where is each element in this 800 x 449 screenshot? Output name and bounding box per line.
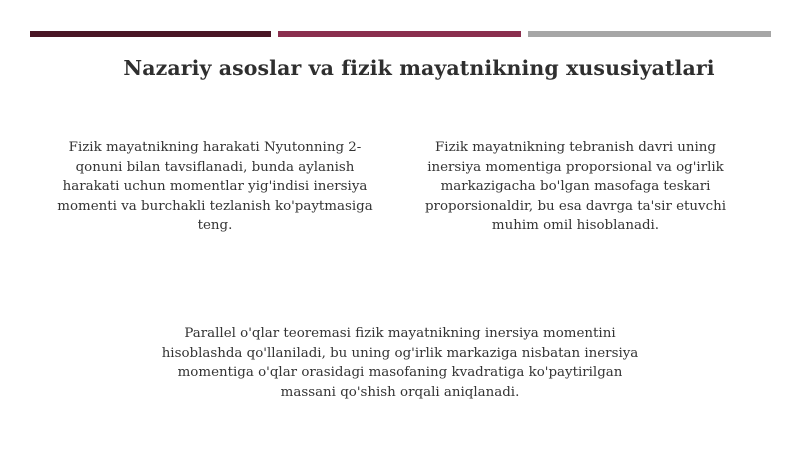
slide-title: Nazariy asoslar va fizik mayatnikning xususiyatlari (123, 56, 715, 80)
accent-bar-dark (30, 31, 271, 37)
paragraph-left: Fizik mayatnikning harakati Nyutonning 2-qonuni bilan tavsiflanadi, bunda aylanish harakati uchun momentlar yig'indisi inersiya momenti va burchakli tezlanish ko'paytmasiga teng. (57, 140, 373, 233)
paragraph-bottom: Parallel o'qlar teoremasi fizik mayatnikning inersiya momentini hisoblashda qo'llaniladi, bu uning og'irlik markaziga nisbatan inersiya momentiga o'qlar orasidagi masofaning kvadratiga ko'paytirilgan massani qo'shish orqali aniqlanadi. (161, 326, 639, 400)
accent-bar-crimson (278, 31, 521, 37)
paragraph-right: Fizik mayatnikning tebranish davri uning inersiya momentiga proporsional va og'irlik markazigacha bo'lgan masofaga teskari proporsionaldir, bu esa davrga ta'sir etuvchi muhim omil hisoblanadi. (424, 140, 727, 233)
accent-bar-gray (528, 31, 771, 37)
